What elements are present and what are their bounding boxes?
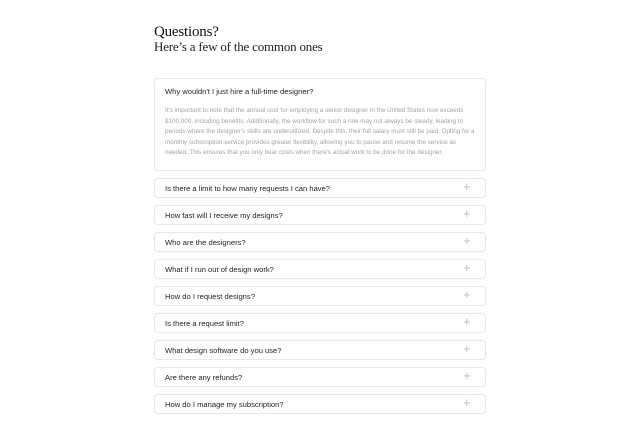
faq-subtitle: Here’s a few of the common ones (154, 39, 323, 54)
faq-question: How do I manage my subscription? (165, 399, 284, 409)
faq-item[interactable] (154, 232, 486, 252)
faq-question: What design software do you use? (165, 345, 282, 355)
faq-question: Who are the designers? (165, 237, 246, 247)
faq-question[interactable]: Why wouldn't I just hire a full-time designer? (165, 87, 314, 96)
faq-list (154, 78, 486, 421)
plus-icon[interactable]: + (462, 263, 471, 274)
plus-icon[interactable]: + (462, 182, 471, 193)
plus-icon[interactable]: + (462, 236, 471, 247)
plus-icon[interactable]: + (462, 398, 471, 409)
faq-answer: It's important to note that the annual cost for employing a senior designer in the United States now exceeds $100,000, including benefits. Additionally, the workflow for such a role may not always be steady, leading to periods where the designer's skills are underutilized. Despite this, their full salary must still be paid. Opting for a monthly subscription service provides greater flexibility, allowing you to pause and resume the service as needed. This ensures that you only bear costs when there's actual work to be done for the designer. (165, 107, 475, 157)
faq-question: What if I run out of design work? (165, 264, 274, 274)
faq-item[interactable] (154, 394, 486, 414)
plus-icon[interactable]: + (462, 344, 471, 355)
faq-item[interactable] (154, 313, 486, 333)
faq-item[interactable] (154, 367, 486, 387)
faq-item[interactable] (154, 178, 486, 198)
faq-heading (154, 25, 323, 54)
faq-item[interactable] (154, 340, 486, 360)
plus-icon[interactable]: + (462, 290, 471, 301)
faq-question: How do I request designs? (165, 291, 255, 301)
faq-item[interactable] (154, 259, 486, 279)
plus-icon[interactable]: + (462, 317, 471, 328)
faq-item[interactable] (154, 205, 486, 225)
faq-item-expanded[interactable] (154, 78, 486, 171)
faq-question: Is there a limit to how many requests I can have? (165, 183, 331, 193)
faq-item[interactable] (154, 286, 486, 306)
faq-question: Is there a request limit? (165, 318, 244, 328)
faq-question: Are there any refunds? (165, 372, 243, 382)
faq-title: Questions? (154, 24, 219, 40)
plus-icon[interactable]: + (462, 209, 471, 220)
plus-icon[interactable]: + (462, 371, 471, 382)
faq-question: How fast will I receive my designs? (165, 210, 283, 220)
